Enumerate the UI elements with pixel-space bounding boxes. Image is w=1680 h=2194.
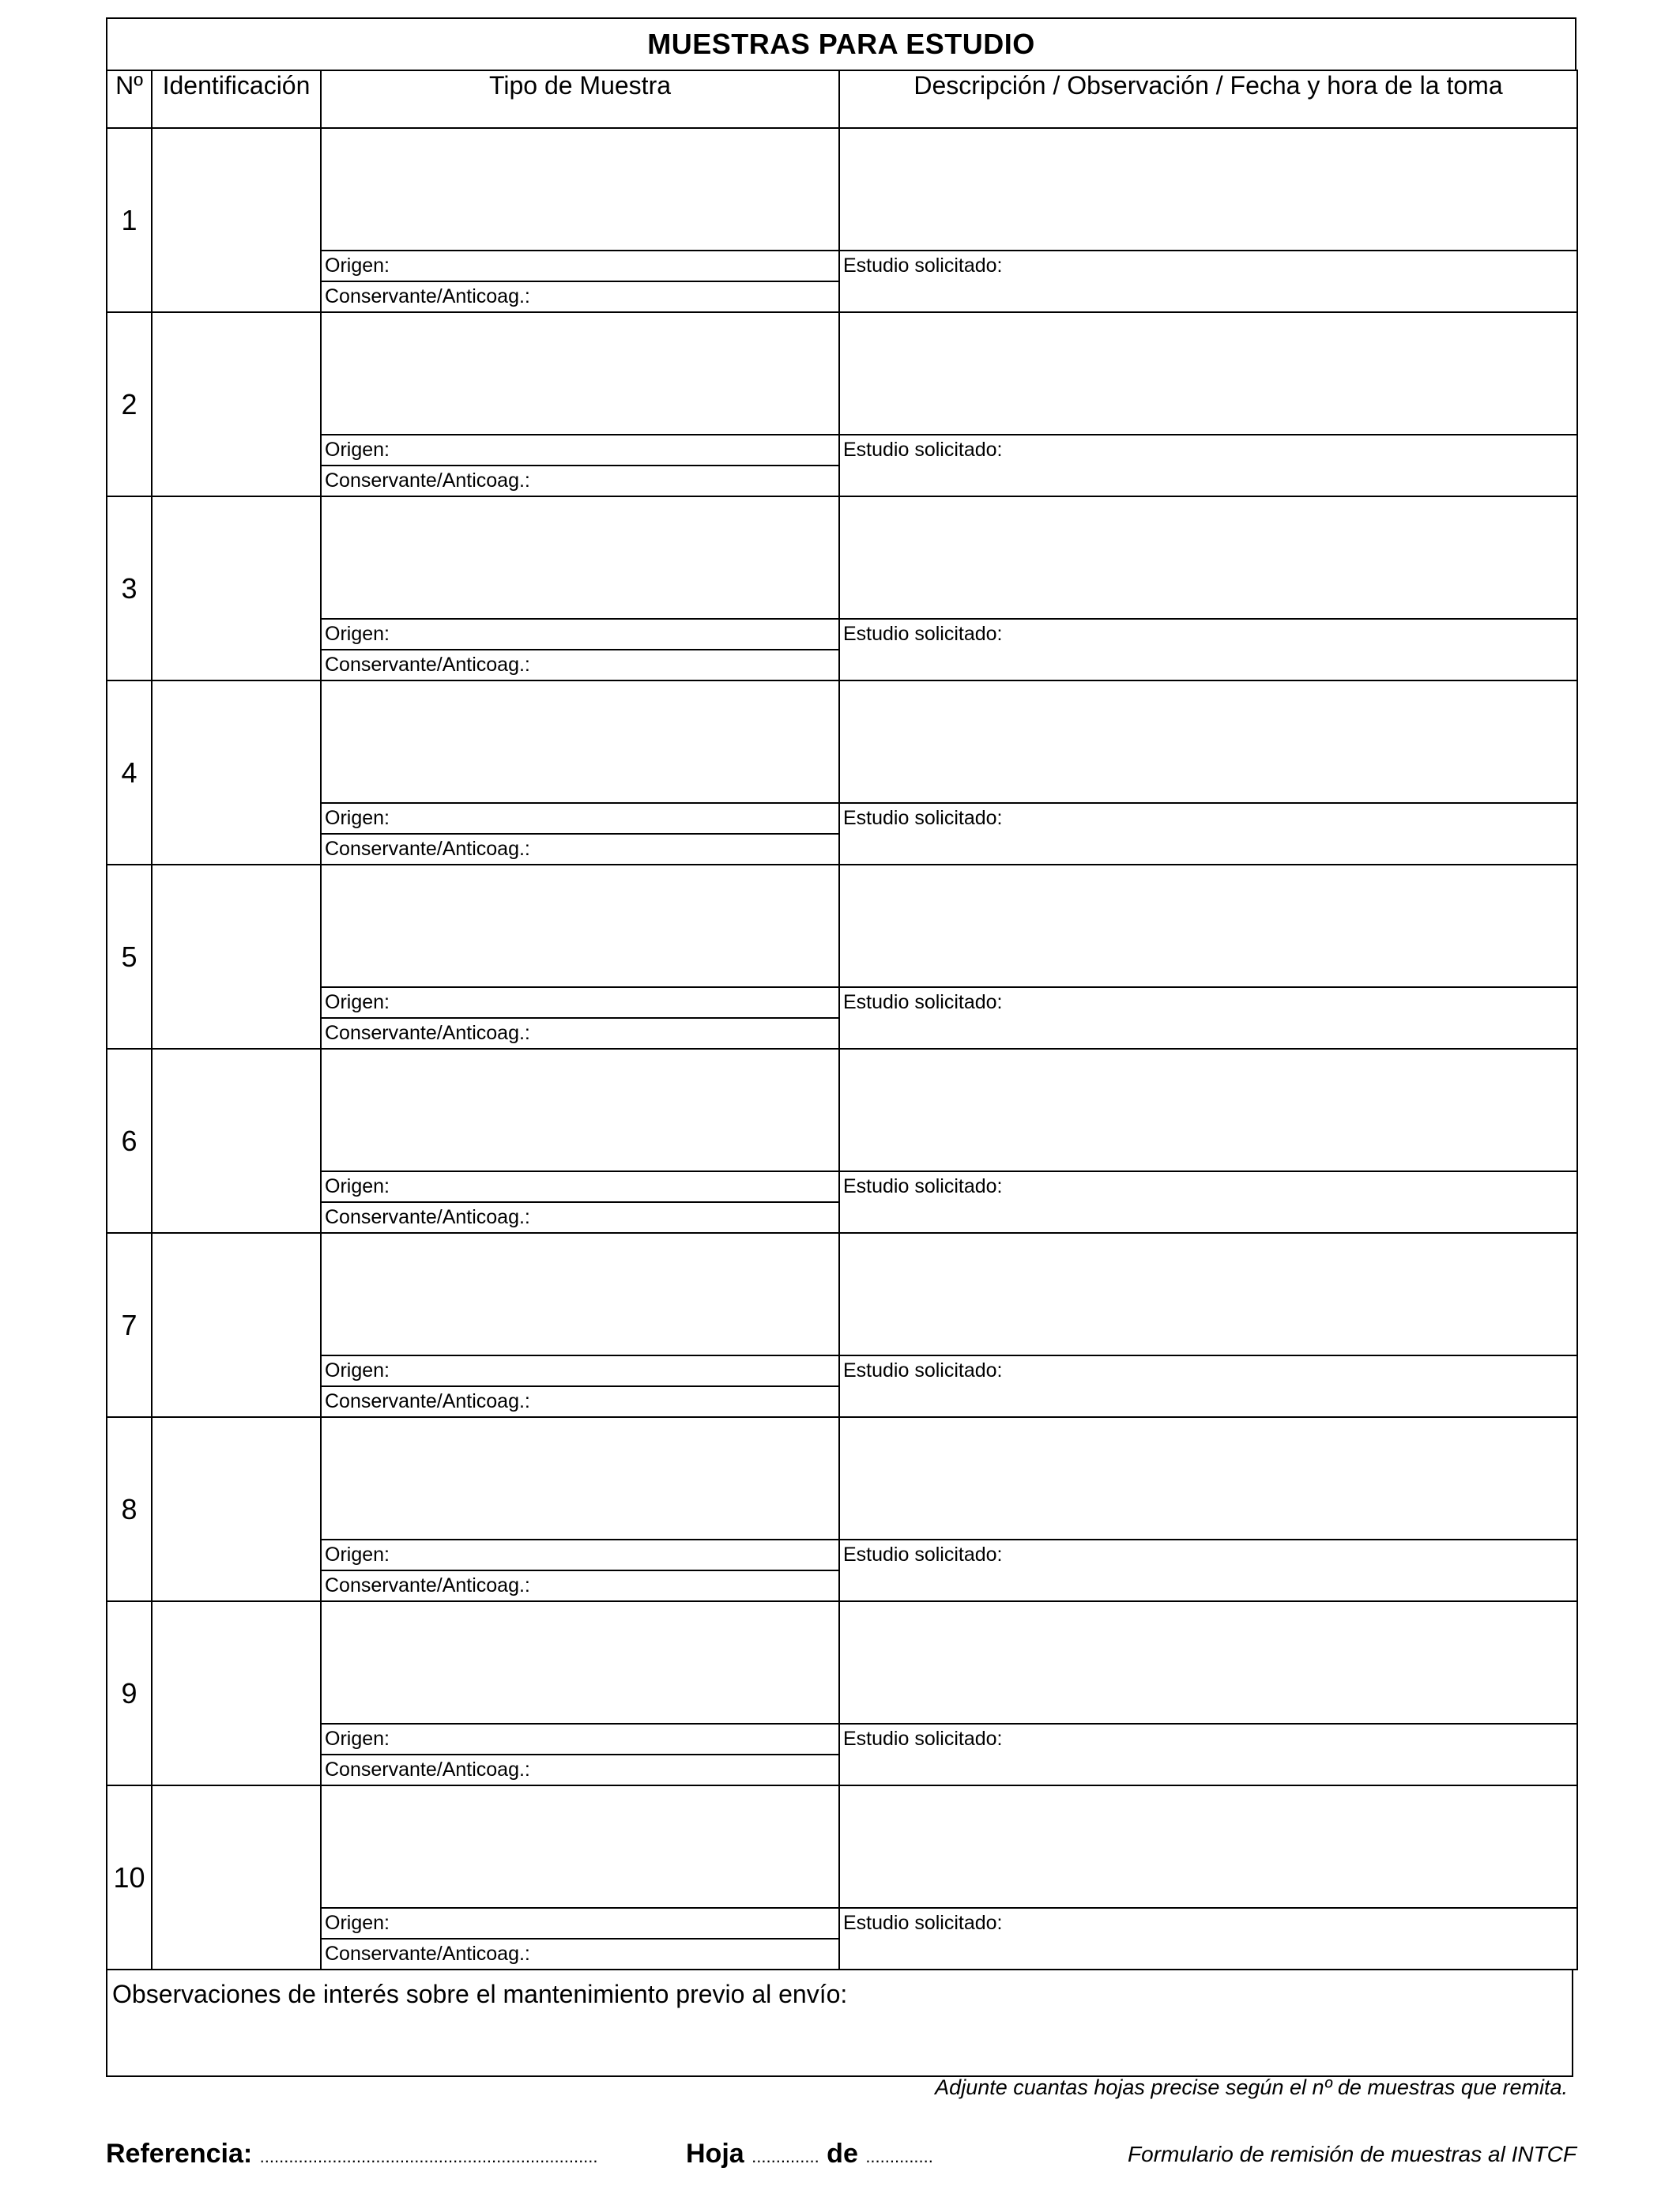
sample-row [107, 496, 1577, 680]
header-num: Nº [107, 70, 152, 128]
tipo-muestra-cell[interactable] [321, 1601, 839, 1785]
de-dots: .............. [865, 2147, 933, 2166]
header-descripcion: Descripción / Observación / Fecha y hora de la toma [839, 70, 1577, 128]
conservante-field[interactable]: Conservante/Anticoag.: [325, 1022, 530, 1044]
estudio-solicitado-field[interactable]: Estudio solicitado: [843, 439, 1003, 461]
descripcion-input[interactable] [840, 865, 1576, 988]
tipo-muestra-cell[interactable] [321, 312, 839, 496]
estudio-solicitado-field[interactable]: Estudio solicitado: [843, 1728, 1003, 1750]
descripcion-cell[interactable] [839, 1785, 1577, 1970]
descripcion-input[interactable] [840, 129, 1576, 251]
origen-field[interactable]: Origen: [322, 1909, 838, 1940]
estudio-solicitado-field[interactable]: Estudio solicitado: [843, 1175, 1003, 1197]
sample-number: 7 [107, 1233, 152, 1417]
sample-row [107, 1601, 1577, 1785]
sample-row [107, 1233, 1577, 1417]
tipo-muestra-cell[interactable] [321, 1785, 839, 1970]
origen-field[interactable]: Origen: [322, 804, 838, 835]
origen-field[interactable]: Origen: [322, 435, 838, 466]
descripcion-input[interactable] [840, 1234, 1576, 1356]
adjunte-note: Adjunte cuantas hojas precise según el nº de muestras que remita. [935, 2075, 1568, 2099]
descripcion-cell[interactable] [839, 1233, 1577, 1417]
descripcion-cell[interactable] [839, 680, 1577, 865]
referencia-label: Referencia: [106, 2139, 253, 2169]
samples-form [106, 17, 1576, 2077]
tipo-muestra-input[interactable] [322, 1602, 838, 1725]
conservante-field[interactable]: Conservante/Anticoag.: [325, 469, 530, 492]
conservante-field[interactable]: Conservante/Anticoag.: [325, 1574, 530, 1596]
conservante-field[interactable]: Conservante/Anticoag.: [325, 1943, 530, 1965]
identificacion-cell[interactable] [152, 128, 321, 312]
origen-field[interactable]: Origen: [322, 1172, 838, 1203]
tipo-muestra-input[interactable] [322, 313, 838, 435]
tipo-muestra-cell[interactable] [321, 1049, 839, 1233]
identificacion-cell[interactable] [152, 1785, 321, 1970]
observaciones-label: Observaciones de interés sobre el mantenimiento previo al envío: [112, 1980, 848, 2008]
sample-row [107, 312, 1577, 496]
origen-field[interactable]: Origen: [322, 1725, 838, 1755]
origen-field[interactable]: Origen: [322, 620, 838, 650]
sample-number: 3 [107, 496, 152, 680]
observaciones-field[interactable] [106, 1970, 1573, 2077]
sample-row [107, 1785, 1577, 1970]
origen-field[interactable]: Origen: [322, 1540, 838, 1571]
sample-number: 6 [107, 1049, 152, 1233]
identificacion-cell[interactable] [152, 1049, 321, 1233]
descripcion-input[interactable] [840, 1602, 1576, 1725]
samples-table [106, 70, 1578, 1970]
estudio-solicitado-field[interactable]: Estudio solicitado: [843, 1912, 1003, 1934]
conservante-field[interactable]: Conservante/Anticoag.: [325, 654, 530, 676]
tipo-muestra-input[interactable] [322, 497, 838, 620]
sample-number: 5 [107, 865, 152, 1049]
identificacion-cell[interactable] [152, 1601, 321, 1785]
tipo-muestra-input[interactable] [322, 1786, 838, 1909]
tipo-muestra-cell[interactable] [321, 128, 839, 312]
descripcion-cell[interactable] [839, 312, 1577, 496]
hoja-dots: .............. [751, 2147, 819, 2166]
hoja-label: Hoja [686, 2139, 744, 2169]
tipo-muestra-input[interactable] [322, 681, 838, 804]
estudio-solicitado-field[interactable]: Estudio solicitado: [843, 1359, 1003, 1382]
tipo-muestra-input[interactable] [322, 865, 838, 988]
identificacion-cell[interactable] [152, 312, 321, 496]
footer [106, 2139, 1576, 2170]
sample-row [107, 128, 1577, 312]
sample-row [107, 680, 1577, 865]
tipo-muestra-cell[interactable] [321, 1417, 839, 1601]
identificacion-cell[interactable] [152, 1417, 321, 1601]
descripcion-input[interactable] [840, 313, 1576, 435]
tipo-muestra-cell[interactable] [321, 1233, 839, 1417]
sample-number: 4 [107, 680, 152, 865]
referencia-field[interactable] [106, 2139, 598, 2169]
formulario-caption: Formulario de remisión de muestras al INTCF [1128, 2142, 1576, 2166]
origen-field[interactable]: Origen: [322, 251, 838, 282]
header-tipo-muestra: Tipo de Muestra [321, 70, 839, 128]
identificacion-cell[interactable] [152, 496, 321, 680]
tipo-muestra-input[interactable] [322, 1050, 838, 1172]
identificacion-cell[interactable] [152, 680, 321, 865]
sample-row [107, 1417, 1577, 1601]
estudio-solicitado-field[interactable]: Estudio solicitado: [843, 1544, 1003, 1566]
table-header-row [107, 70, 1577, 128]
referencia-dots: ...................................................................... [259, 2147, 598, 2166]
descripcion-input[interactable] [840, 681, 1576, 804]
origen-field[interactable]: Origen: [322, 988, 838, 1019]
conservante-field[interactable]: Conservante/Anticoag.: [325, 1759, 530, 1781]
descripcion-cell[interactable] [839, 1417, 1577, 1601]
tipo-muestra-cell[interactable] [321, 680, 839, 865]
tipo-muestra-input[interactable] [322, 1418, 838, 1540]
header-identificacion: Identificación [152, 70, 321, 128]
tipo-muestra-input[interactable] [322, 1234, 838, 1356]
estudio-solicitado-field[interactable]: Estudio solicitado: [843, 623, 1003, 645]
descripcion-input[interactable] [840, 1786, 1576, 1909]
identificacion-cell[interactable] [152, 1233, 321, 1417]
descripcion-cell[interactable] [839, 128, 1577, 312]
tipo-muestra-input[interactable] [322, 129, 838, 251]
sample-number: 8 [107, 1417, 152, 1601]
sample-row [107, 1049, 1577, 1233]
tipo-muestra-cell[interactable] [321, 496, 839, 680]
estudio-solicitado-field[interactable]: Estudio solicitado: [843, 991, 1003, 1013]
sample-number: 2 [107, 312, 152, 496]
hoja-field[interactable] [686, 2139, 933, 2169]
tipo-muestra-cell[interactable] [321, 865, 839, 1049]
conservante-field[interactable]: Conservante/Anticoag.: [325, 838, 530, 860]
descripcion-input[interactable] [840, 1418, 1576, 1540]
descripcion-cell[interactable] [839, 1601, 1577, 1785]
de-label: de [827, 2139, 858, 2169]
form-title: MUESTRAS PARA ESTUDIO [106, 17, 1576, 70]
estudio-solicitado-field[interactable]: Estudio solicitado: [843, 254, 1003, 277]
descripcion-input[interactable] [840, 1050, 1576, 1172]
descripcion-cell[interactable] [839, 1049, 1577, 1233]
conservante-field[interactable]: Conservante/Anticoag.: [325, 285, 530, 307]
descripcion-cell[interactable] [839, 865, 1577, 1049]
descripcion-input[interactable] [840, 497, 1576, 620]
origen-field[interactable]: Origen: [322, 1356, 838, 1387]
sample-row [107, 865, 1577, 1049]
descripcion-cell[interactable] [839, 496, 1577, 680]
identificacion-cell[interactable] [152, 865, 321, 1049]
conservante-field[interactable]: Conservante/Anticoag.: [325, 1390, 530, 1412]
sample-number: 1 [107, 128, 152, 312]
sample-number: 10 [107, 1785, 152, 1970]
estudio-solicitado-field[interactable]: Estudio solicitado: [843, 807, 1003, 829]
sample-number: 9 [107, 1601, 152, 1785]
conservante-field[interactable]: Conservante/Anticoag.: [325, 1206, 530, 1228]
